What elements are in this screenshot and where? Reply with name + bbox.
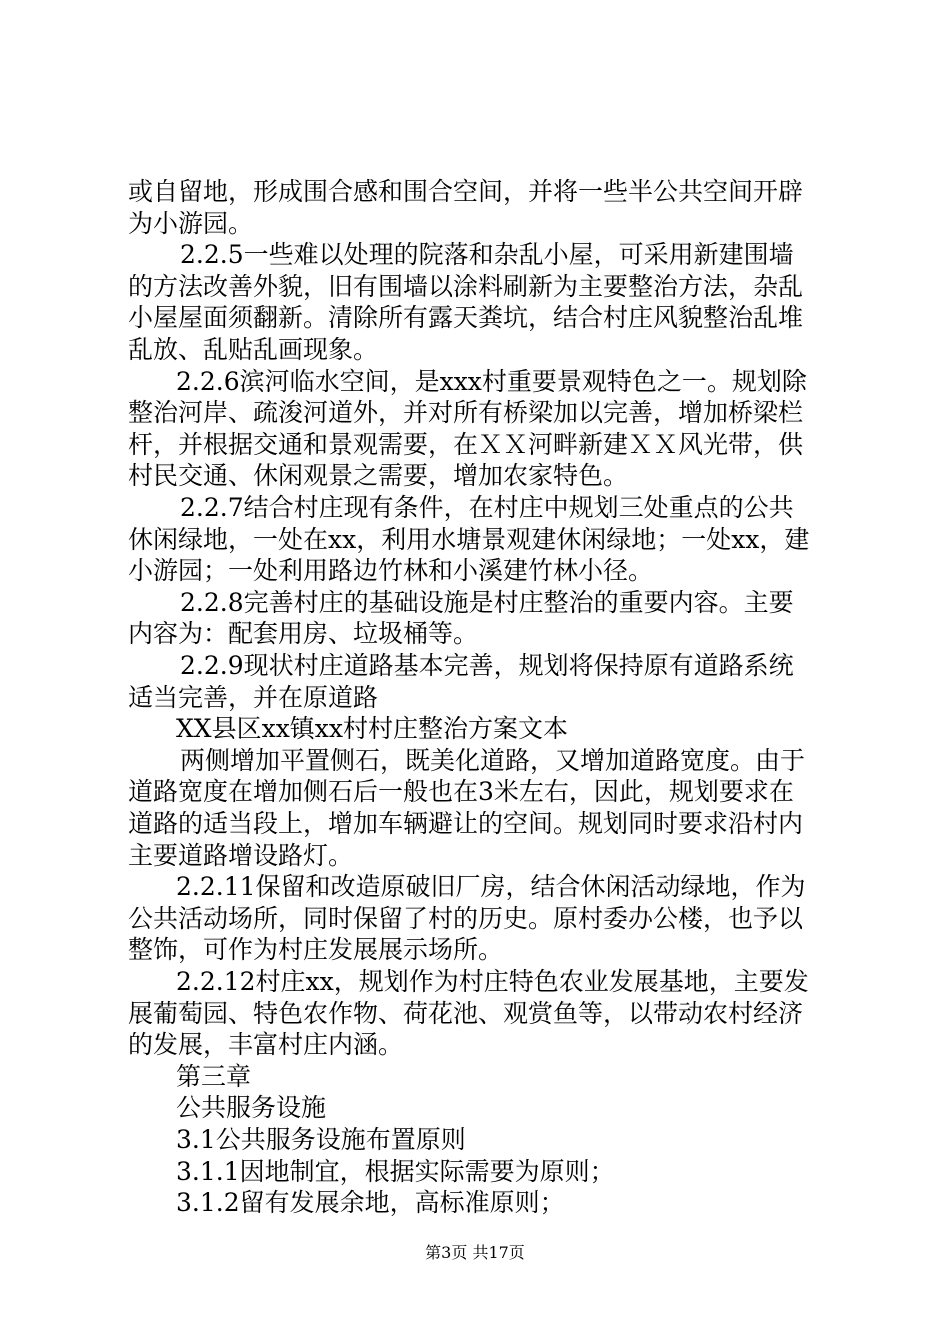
- paragraph-line: 公共活动场所，同时保留了村的历史。原村委办公楼，也予以: [128, 903, 804, 933]
- paragraph-line: 2.2.12村庄xx，规划作为村庄特色农业发展基地，主要发: [176, 967, 809, 996]
- paragraph-line: 杆，并根据交通和景观需要，在ＸＸ河畔新建ＸＸ风光带，供: [128, 429, 804, 459]
- page-number-footer: 第3页 共17页: [425, 1243, 525, 1262]
- paragraph-line: 整饰，可作为村庄发展展示场所。: [128, 935, 504, 965]
- paragraph-line: 两侧增加平置侧石，既美化道路，又增加道路宽度。由于: [180, 745, 806, 775]
- paragraph-line: 小屋屋面须翻新。清除所有露天粪坑，结合村庄风貌整治乱堆: [128, 303, 804, 333]
- paragraph-line: 3.1.1因地制宜，根据实际需要为原则；: [176, 1156, 615, 1186]
- section-heading: 3.1公共服务设施布置原则: [176, 1125, 466, 1154]
- paragraph-line: 2.2.11保留和改造原破旧厂房，结合休闲活动绿地，作为: [176, 872, 806, 902]
- chapter-title: 公共服务设施: [176, 1093, 327, 1123]
- paragraph-line: 休闲绿地，一处在xx，利用水塘景观建休闲绿地；一处xx，建: [128, 524, 810, 554]
- paragraph-line: 2.2.5一些难以处理的院落和杂乱小屋，可采用新建围墙: [180, 240, 794, 270]
- paragraph-line: 3.1.2留有发展余地，高标准原则；: [176, 1188, 565, 1218]
- paragraph-line: 2.2.6滨河临水空间，是xxx村重要景观特色之一。规划除: [176, 366, 807, 396]
- paragraph-line: 为小游园。: [128, 208, 254, 238]
- paragraph-line: 的发展，丰富村庄内涵。: [128, 1030, 404, 1060]
- paragraph-line: 道路宽度在增加侧石后一般也在3米左右，因此，规划要求在: [128, 777, 794, 807]
- paragraph-line: 或自留地，形成围合感和围合空间，并将一些半公共空间开辟: [128, 177, 804, 206]
- paragraph-line: 2.2.7结合村庄现有条件，在村庄中规划三处重点的公共: [180, 493, 794, 522]
- paragraph-line: 的方法改善外貌，旧有围墙以涂料刷新为主要整治方法，杂乱: [128, 271, 804, 301]
- paragraph-line: 展葡萄园、特色农作物、荷花池、观赏鱼等，以带动农村经济: [128, 998, 804, 1028]
- paragraph-line: 2.2.9现状村庄道路基本完善，规划将保持原有道路系统: [180, 651, 794, 680]
- paragraph-line: 主要道路增设路灯。: [128, 840, 354, 870]
- paragraph-line: 道路的适当段上，增加车辆避让的空间。规划同时要求沿村内: [128, 809, 804, 838]
- paragraph-line: 2.2.8完善村庄的基础设施是村庄整治的重要内容。主要: [180, 587, 794, 617]
- chapter-heading: 第三章: [176, 1061, 252, 1091]
- paragraph-line: 村民交通、休闲观景之需要，增加农家特色。: [128, 461, 629, 491]
- paragraph-line: 整治河岸、疏浚河道外，并对所有桥梁加以完善，增加桥梁栏: [128, 398, 804, 428]
- paragraph-line: 适当完善，并在原道路: [128, 682, 379, 712]
- paragraph-line: 小游园；一处利用路边竹林和小溪建竹林小径。: [128, 556, 654, 586]
- paragraph-line: 内容为：配套用房、垃圾桶等。: [128, 619, 479, 649]
- paragraph-line: 乱放、乱贴乱画现象。: [128, 335, 379, 364]
- document-subtitle: XX县区xx镇xx村村庄整治方案文本: [176, 714, 568, 744]
